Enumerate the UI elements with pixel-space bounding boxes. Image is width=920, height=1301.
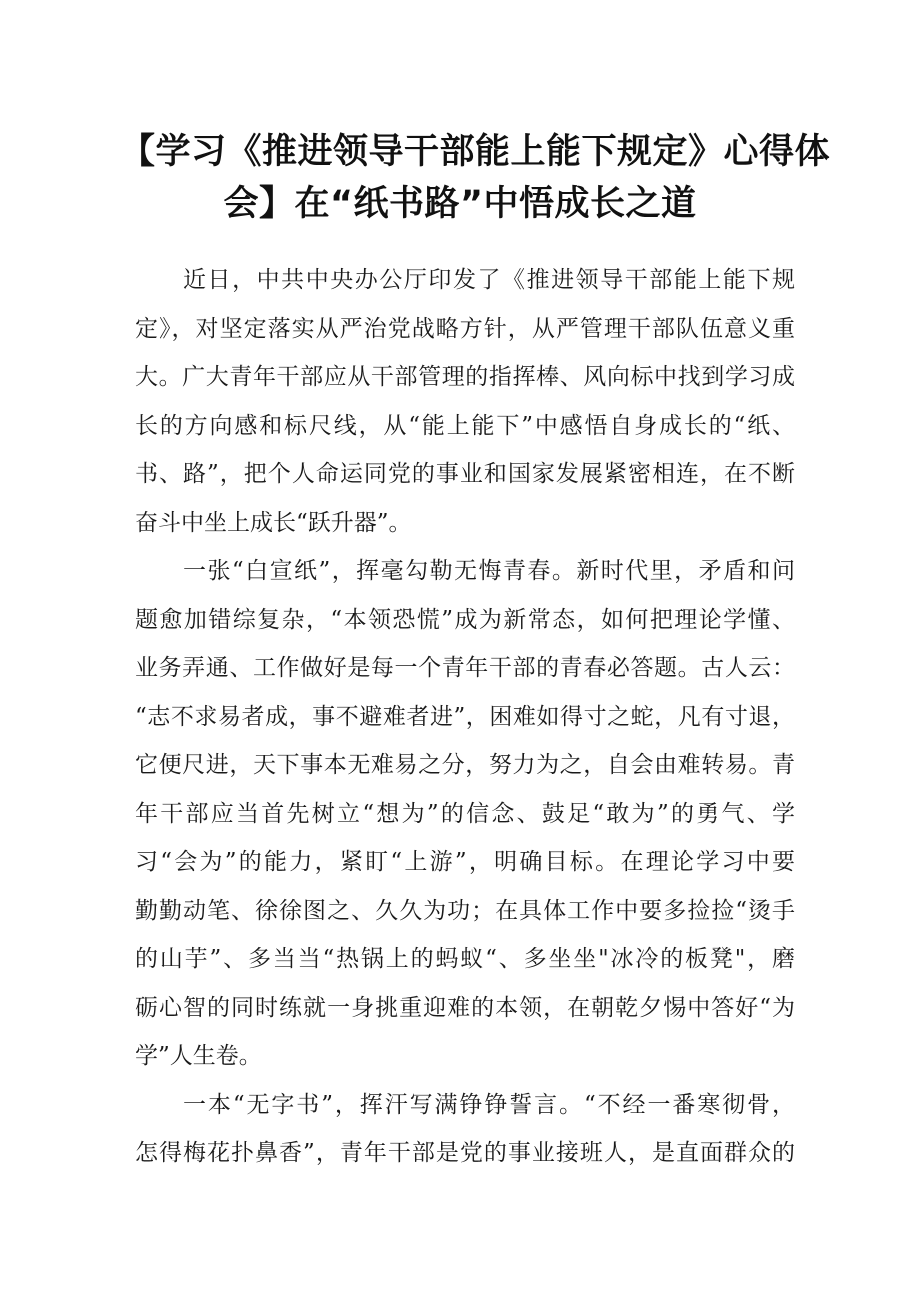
text-line: 勤勤动笔、徐徐图之、久久为功；在具体工作中要多捡捡“烫手: [135, 897, 795, 924]
document-body: [135, 256, 795, 1178]
text-line: 书、路”，把个人命运同党的事业和国家发展紧密相连，在不断: [135, 461, 795, 487]
document-title: [120, 126, 831, 230]
paragraph-3: [135, 1081, 795, 1178]
text-line: 一张“白宣纸”，挥毫勾勒无悔青春。新时代里，矛盾和问: [183, 558, 795, 584]
text-line: 业务弄通、工作做好是每一个青年干部的青春必答题。古人云：: [135, 655, 795, 681]
text-line: 学”人生卷。: [135, 1043, 262, 1069]
paragraph-1: [135, 256, 795, 547]
text-line: 长的方向感和标尺线，从“能上能下”中感悟自身成长的“纸、: [135, 412, 795, 439]
text-line: 的山芋”、多当当“热锅上的蚂蚁“、多坐坐"冰冷的板凳"，磨: [135, 946, 795, 972]
text-line: 近日，中共中央办公厅印发了《推进领导干部能上能下规: [183, 267, 795, 293]
text-line: 习“会为”的能力，紧盯“上游”，明确目标。在理论学习中要: [135, 849, 795, 875]
title-line-1: 【学习《推进领导干部能上能下规定》心得体: [120, 132, 831, 172]
text-line: “志不求易者成，事不避难者进”，困难如得寸之蛇，凡有寸退，: [135, 703, 795, 730]
text-line: 它便尺进，天下事本无难易之分，努力为之，自会由难转易。青: [135, 752, 795, 778]
title-line-2: 会】在“纸书路”中悟成长之道: [223, 184, 697, 224]
text-line: 奋斗中坐上成长“跃升器”。: [135, 509, 412, 536]
text-line: 砺心智的同时练就一身挑重迎难的本领，在朝乾夕惕中答好“为: [135, 994, 795, 1021]
text-line: 年干部应当首先树立“想为”的信念、鼓足“敢为”的勇气、学: [135, 800, 795, 827]
text-line: 定》，对坚定落实从严治党战略方针，从严管理干部队伍意义重: [135, 315, 795, 342]
paragraph-2: [135, 547, 795, 1081]
text-line: 大。广大青年干部应从干部管理的指挥棒、风向标中找到学习成: [135, 364, 795, 390]
text-line: 题愈加错综复杂，“本领恐慌”成为新常态，如何把理论学懂、: [135, 606, 795, 633]
text-line: 一本“无字书”，挥汗写满铮铮誓言。“不经一番寒彻骨，: [183, 1091, 795, 1118]
text-line: 怎得梅花扑鼻香”，青年干部是党的事业接班人，是直面群众的: [135, 1140, 795, 1166]
